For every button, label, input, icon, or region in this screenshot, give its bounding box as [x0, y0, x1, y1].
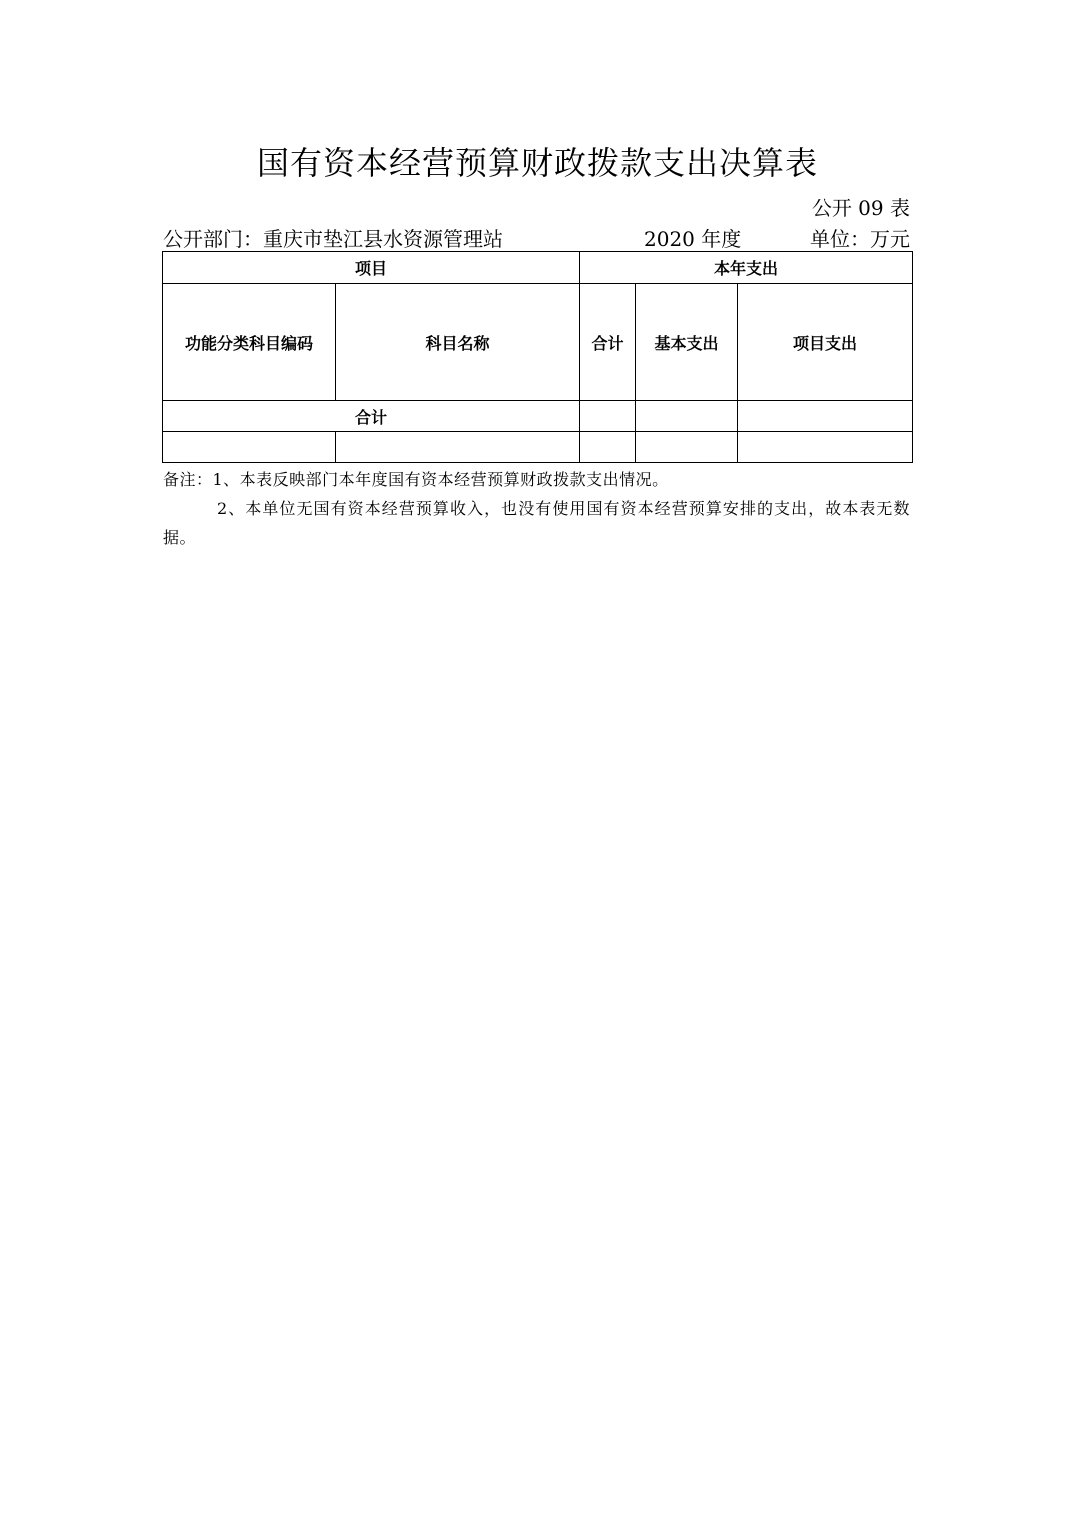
header-project-expense: 项目支出 [738, 284, 913, 401]
form-number: 公开 09 表 [811, 196, 910, 220]
cell-total [580, 432, 636, 463]
department-label: 公开部门：重庆市垫江县水资源管理站 [163, 227, 503, 251]
total-row-label: 合计 [163, 401, 580, 432]
header-subject-name: 科目名称 [336, 284, 580, 401]
fiscal-year: 2020 年度 [644, 227, 742, 251]
table-subheader-row [163, 284, 913, 401]
cell-code [163, 432, 336, 463]
total-value-project [738, 401, 913, 432]
expenditure-table [162, 251, 913, 463]
table-total-row [163, 401, 913, 432]
cell-project [738, 432, 913, 463]
header-item: 项目 [163, 252, 580, 284]
total-value-basic [636, 401, 738, 432]
total-value-total [580, 401, 636, 432]
note-line-2: 2、本单位无国有资本经营预算收入，也没有使用国有资本经营预算安排的支出，故本表无数据。 [163, 499, 910, 547]
header-total: 合计 [580, 284, 636, 401]
table-header-row [163, 252, 913, 284]
table-row [163, 432, 913, 463]
cell-basic [636, 432, 738, 463]
cell-name [336, 432, 580, 463]
note-line-1: 备注：1、本表反映部门本年度国有资本经营预算财政拨款支出情况。 [163, 470, 669, 489]
header-current-year-expense: 本年支出 [580, 252, 913, 284]
header-function-code: 功能分类科目编码 [163, 284, 336, 401]
page-title: 国有资本经营预算财政拨款支出决算表 [256, 144, 818, 182]
unit-label: 单位：万元 [810, 227, 910, 251]
header-basic-expense: 基本支出 [636, 284, 738, 401]
